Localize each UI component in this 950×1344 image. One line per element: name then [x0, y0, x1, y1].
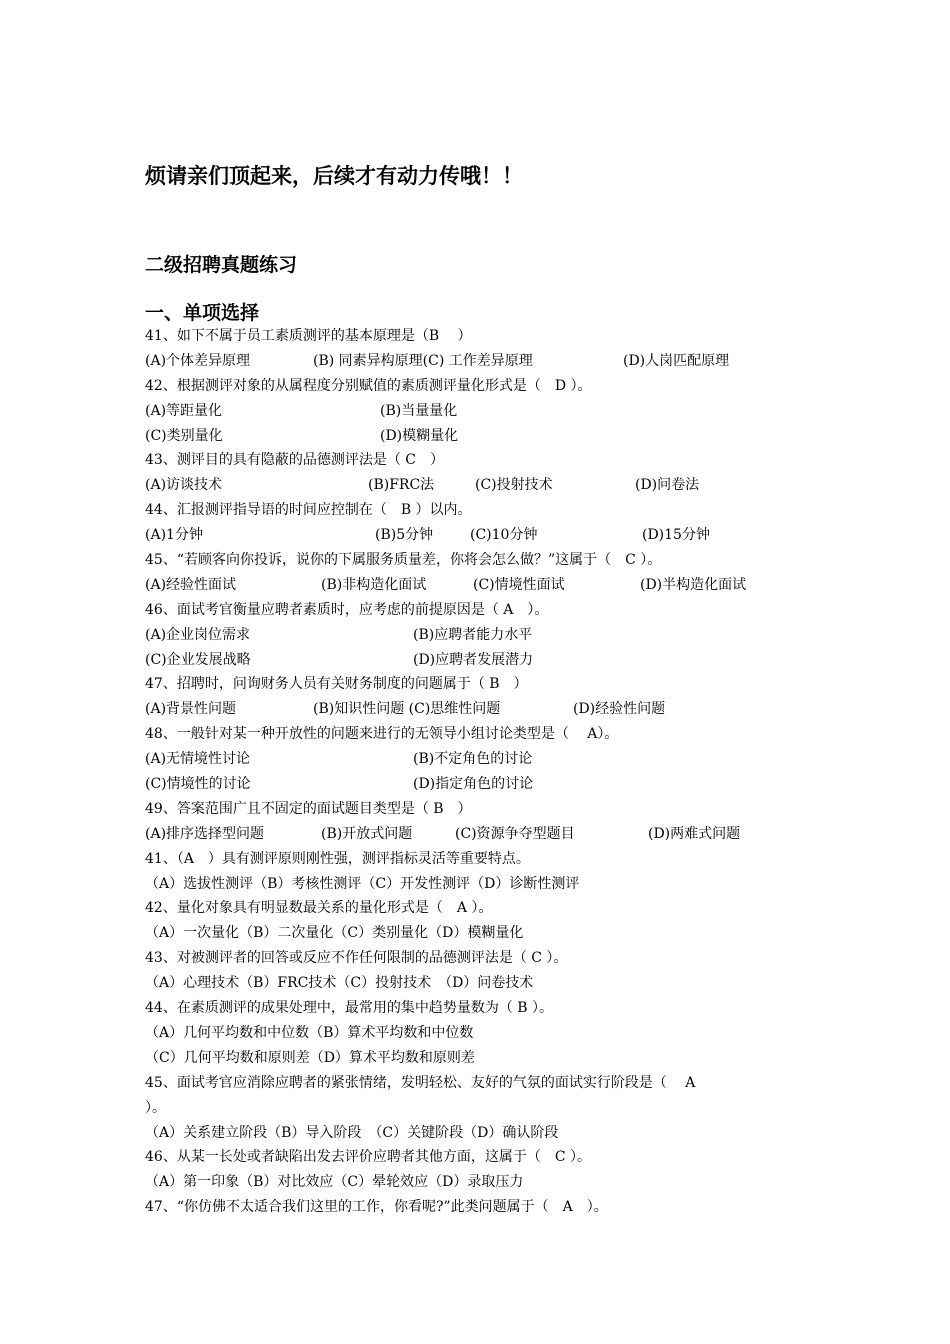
- line-text: ）。: [145, 1099, 166, 1116]
- option-line: [145, 1121, 820, 1146]
- option-text: (B)不定角色的讨论: [413, 751, 533, 768]
- question-line: [145, 324, 820, 349]
- question-line: [145, 996, 820, 1021]
- option-text: (A)等距量化: [145, 402, 223, 419]
- line-text: 46、面试考官衡量应聘者素质时，应考虑的前提原因是（ A ）。: [145, 601, 549, 618]
- option-text: (A)个体差异原理: [145, 352, 251, 369]
- option-text: (A)背景性问题: [145, 701, 237, 718]
- question-line: [145, 448, 820, 473]
- option-line: [145, 872, 820, 897]
- line-text: 42、根据测评对象的从属程度分别赋值的素质测评量化形式是（ D ）。: [145, 377, 592, 394]
- option-text: (D)问卷法: [635, 477, 700, 494]
- option-text: (B)FRC法: [368, 477, 435, 494]
- option-text: (C)情境性的讨论: [145, 776, 251, 793]
- option-text: (B)开放式问题: [321, 825, 413, 842]
- question-line: [145, 1145, 820, 1170]
- question-list: [145, 324, 820, 1220]
- option-line: [145, 772, 820, 797]
- option-text: (A)1分钟: [145, 527, 203, 544]
- option-text: (D)模糊量化: [380, 427, 459, 444]
- line-text: 45、“若顾客向你投诉，说你的下属服务质量差，你将会怎么做？”这属于（ C ）。: [145, 552, 662, 569]
- document-title: 二级招聘真题练习: [145, 254, 298, 276]
- line-text: 43、对被测评者的回答或反应不作任何限制的品德测评法是（ C ）。: [145, 950, 568, 967]
- option-text: (C)投射技术: [475, 477, 553, 494]
- section-heading: 一、单项选择: [145, 302, 260, 324]
- banner-text: 烦请亲们顶起来，后续才有动力传哦！！: [145, 164, 523, 188]
- option-text: (D)15分钟: [642, 527, 710, 544]
- line-text: 49、答案范围广且不固定的面试题目类型是（ B ）: [145, 800, 472, 817]
- line-text: 41、如下不属于员工素质测评的基本原理是（B ）: [145, 328, 472, 344]
- option-text: (C)10分钟: [470, 527, 538, 544]
- question-line: [145, 598, 820, 623]
- option-text: (B) 同素异构原理(C) 工作差异原理: [313, 352, 533, 369]
- line-text: 44、在素质测评的成果处理中，最常用的集中趋势量数为（ B ）。: [145, 1000, 554, 1017]
- question-line: [145, 847, 820, 872]
- option-line: [145, 424, 820, 449]
- question-line: [145, 548, 820, 573]
- option-line: [145, 573, 820, 598]
- line-text: 47、招聘时，问询财务人员有关财务制度的问题属于（ B ）: [145, 676, 528, 693]
- option-text: (D)指定角色的讨论: [413, 776, 534, 793]
- option-text: (B)当量量化: [380, 402, 458, 419]
- line-text: 48、一般针对某一种开放性的问题来进行的无领导小组讨论类型是（ A）。: [145, 726, 619, 743]
- option-text: (D)应聘者发展潜力: [413, 651, 534, 668]
- option-line: [145, 747, 820, 772]
- option-line: [145, 473, 820, 498]
- option-text: (B)应聘者能力水平: [413, 626, 533, 643]
- question-line: [145, 498, 820, 523]
- option-line: [145, 648, 820, 673]
- option-text: (A)访谈技术: [145, 477, 223, 494]
- question-line: [145, 797, 820, 822]
- option-text: （A）几何平均数和中位数（B）算术平均数和中位数: [145, 1024, 474, 1041]
- option-line: [145, 399, 820, 424]
- line-text: 46、从某一长处或者缺陷出发去评价应聘者其他方面，这属于（ C ）。: [145, 1149, 591, 1166]
- option-text: (C)情境性面试: [473, 576, 565, 593]
- option-text: (A)企业岗位需求: [145, 626, 251, 643]
- option-line: [145, 623, 820, 648]
- question-line: [145, 374, 820, 399]
- option-text: (D)半构造化面试: [640, 576, 747, 593]
- option-text: (B)知识性问题 (C)思维性问题: [313, 701, 501, 718]
- question-line: [145, 896, 820, 921]
- question-line: [145, 1195, 820, 1220]
- option-line: [145, 523, 820, 548]
- option-text: (C)资源争夺型题目: [455, 825, 575, 842]
- option-text: （C）几何平均数和原则差（D）算术平均数和原则差: [145, 1049, 475, 1066]
- line-text: 41、（A ）具有测评原则刚性强，测评指标灵活等重要特点。: [145, 850, 530, 867]
- option-text: (B)非构造化面试: [321, 576, 427, 593]
- option-text: （A）一次量化（B）二次量化（C）类别量化（D）模糊量化: [145, 925, 524, 942]
- option-text: （A）心理技术（B）FRC技术（C）投射技术 （D）问卷技术: [145, 975, 534, 992]
- option-text: (C)企业发展战略: [145, 651, 251, 668]
- option-text: (A)排序选择型问题: [145, 825, 265, 842]
- line-text: 42、量化对象具有明显数最关系的量化形式是（ A ）。: [145, 900, 493, 917]
- option-text: （A）关系建立阶段（B）导入阶段 （C）关键阶段（D）确认阶段: [145, 1124, 559, 1141]
- option-text: （A）第一印象（B）对比效应（C）晕轮效应（D）录取压力: [145, 1174, 524, 1191]
- option-line: [145, 921, 820, 946]
- option-text: (D)人岗匹配原理: [623, 352, 730, 369]
- question-line: [145, 672, 820, 697]
- question-line: [145, 946, 820, 971]
- option-line: [145, 349, 820, 374]
- option-text: (A)无情境性讨论: [145, 751, 251, 768]
- line-text: 45、面试考官应消除应聘者的紧张情绪，发明轻松、友好的气氛的面试实行阶段是（ A: [145, 1074, 696, 1091]
- option-line: [145, 697, 820, 722]
- option-text: (A)经验性面试: [145, 576, 237, 593]
- option-text: (C)类别量化: [145, 427, 223, 444]
- option-line: [145, 822, 820, 847]
- line-text: 43、测评目的具有隐蔽的品德测评法是（ C ）: [145, 452, 444, 469]
- line-text: 44、汇报测评指导语的时间应控制在（ B ）以内。: [145, 502, 472, 519]
- question-line: [145, 722, 820, 747]
- option-line: [145, 1170, 820, 1195]
- option-line: [145, 1046, 820, 1071]
- option-text: （A）选拔性测评（B）考核性测评（C）开发性测评（D）诊断性测评: [145, 875, 580, 892]
- question-line-continuation: [145, 1096, 820, 1121]
- option-line: [145, 1021, 820, 1046]
- line-text: 47、“你仿佛不太适合我们这里的工作，你看呢?”此类问题属于（ A ）。: [145, 1199, 608, 1216]
- option-line: [145, 971, 820, 996]
- question-line: [145, 1071, 820, 1096]
- option-text: (B)5分钟: [375, 527, 434, 544]
- option-text: (D)两难式问题: [648, 825, 741, 842]
- option-text: (D)经验性问题: [573, 701, 666, 718]
